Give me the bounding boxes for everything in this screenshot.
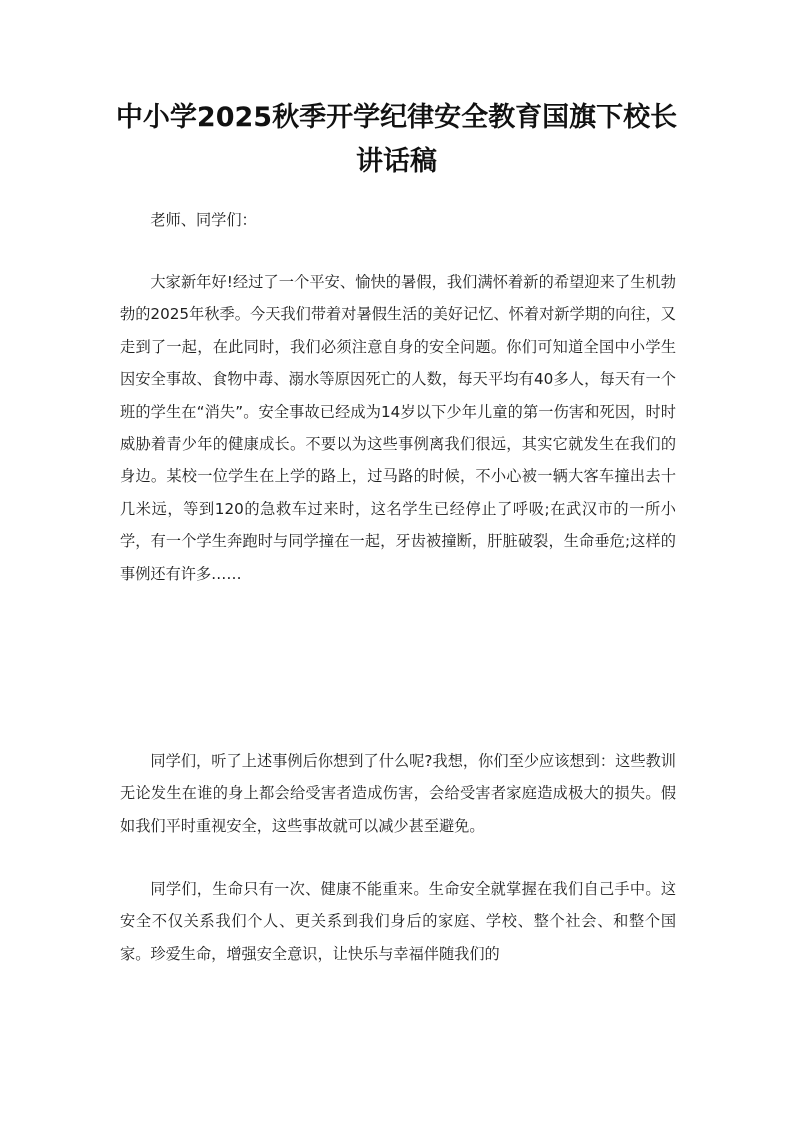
document-title: 中小学2025秋季开学纪律安全教育国旗下校长讲话稿 [115, 102, 678, 177]
body-paragraph-3: 同学们，生命只有一次、健康不能重来。生命安全就掌握在我们自己手中。这安全不仅关系我们个人、更关系到我们身后的家庭、学校、整个社会、和整个国家。珍爱生命，增强安全意识，让快乐与幸福伴随我们的 [120, 880, 676, 963]
body-paragraph-2: 同学们，听了上述事例后你想到了什么呢?我想，你们至少应该想到：这些教训无论发生在谁的身上都会给受害者造成伤害，会给受害者家庭造成极大的损失。假如我们平时重视安全，这些事故就可以减少甚至避免。 [120, 752, 676, 835]
body-paragraph-1: 大家新年好!经过了一个平安、愉快的暑假，我们满怀着新的希望迎来了生机勃勃的2025年秋季。今天我们带着对暑假生活的美好记忆、怀着对新学期的向往，又走到了一起，在此同时，我们必须注意自身的安全问题。你们可知道全国中小学生因安全事故、食物中毒、溺水等原因死亡的人数，每天平均有40多人，每天有一个班的学生在“消失”。安全事故已经成为14岁以下少年儿童的第一伤害和死因，时时威胁着青少年的健康成长。不要以为这些事例离我们很远，其实它就发生在我们的身边。某校一位学生在上学的路上，过马路的时候，不小心被一辆大客车撞出去十几米远，等到120的急救车过来时，这名学生已经停止了呼吸;在武汉市的一所小学，有一个学生奔跑时与同学撞在一起，牙齿被撞断，肝脏破裂，生命垂危;这样的事例还有许多…… [120, 273, 676, 583]
greeting-paragraph: 老师、同学们： [150, 211, 257, 229]
